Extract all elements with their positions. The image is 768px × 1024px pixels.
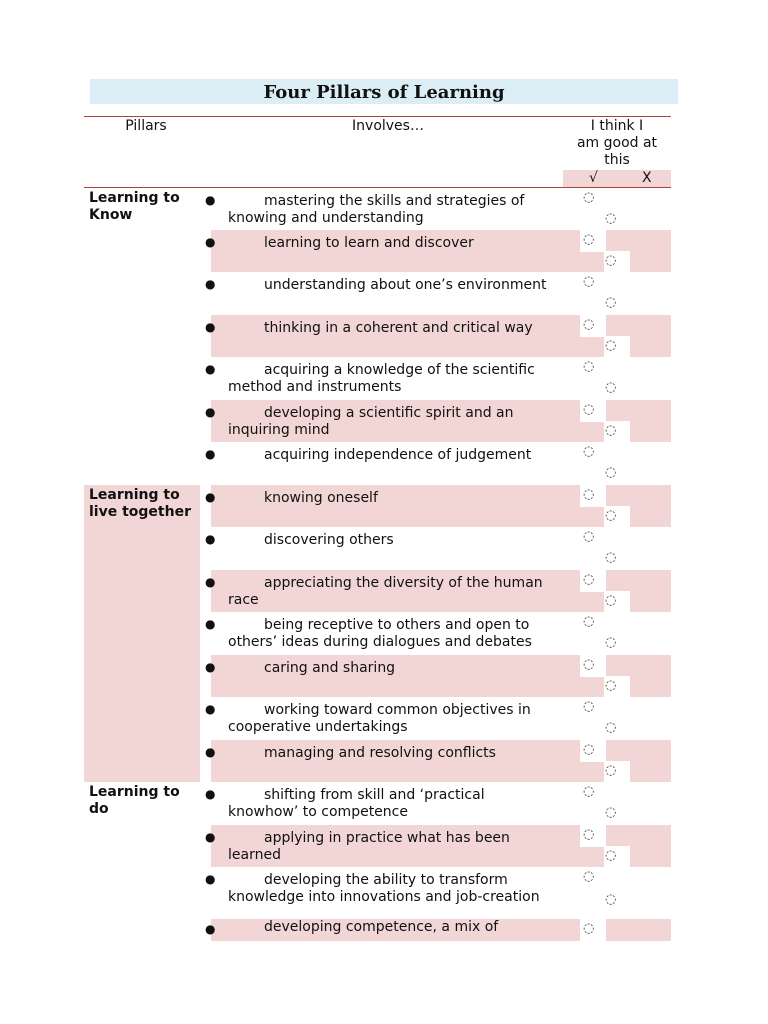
item-text: managing and resolving conflicts <box>264 745 496 761</box>
list-item <box>0 272 768 314</box>
cross-icon: X <box>642 170 652 186</box>
header-good-at-line: I think I <box>590 118 644 134</box>
cross-radio[interactable]: ◌ <box>605 211 617 226</box>
item-text: being receptive to others and open to others’ ideas during dialogues and debates <box>228 617 532 650</box>
header-good-at-line: this <box>604 152 630 168</box>
list-item <box>0 740 768 782</box>
tick-radio[interactable]: ◌ <box>583 190 595 205</box>
cross-radio[interactable]: ◌ <box>605 635 617 650</box>
list-item <box>0 400 768 442</box>
tick-radio[interactable]: ◌ <box>583 869 595 884</box>
bullet-icon: ● <box>205 660 216 674</box>
tick-radio[interactable]: ◌ <box>583 784 595 799</box>
cross-radio[interactable]: ◌ <box>605 593 617 608</box>
cross-radio[interactable]: ◌ <box>605 720 617 735</box>
item-text: thinking in a coherent and critical way <box>264 320 533 336</box>
list-item <box>0 782 768 824</box>
tick-radio[interactable]: ◌ <box>583 359 595 374</box>
tick-radio[interactable]: ◌ <box>583 921 595 936</box>
bullet-icon: ● <box>205 575 216 589</box>
tick-radio[interactable]: ◌ <box>583 232 595 247</box>
bullet-icon: ● <box>205 830 216 844</box>
cross-radio[interactable]: ◌ <box>605 253 617 268</box>
bullet-icon: ● <box>205 787 216 801</box>
item-text: shifting from skill and ‘practical knowhow’ to competence <box>228 787 485 820</box>
tick-radio[interactable]: ◌ <box>583 317 595 332</box>
item-text: knowing oneself <box>264 490 378 506</box>
tick-radio[interactable]: ◌ <box>583 827 595 842</box>
tick-radio[interactable]: ◌ <box>583 529 595 544</box>
item-text: learning to learn and discover <box>264 235 474 251</box>
item-text: mastering the skills and strategies of knowing and understanding <box>228 193 525 226</box>
bullet-icon: ● <box>205 532 216 546</box>
cross-radio[interactable]: ◌ <box>605 423 617 438</box>
group-label-line: live together <box>89 504 191 520</box>
bullet-icon: ● <box>205 872 216 886</box>
bullet-icon: ● <box>205 320 216 334</box>
group-label-line: Know <box>89 207 133 223</box>
item-text: appreciating the diversity of the human race <box>228 575 543 608</box>
bullet-icon: ● <box>205 447 216 461</box>
cross-radio[interactable]: ◌ <box>605 338 617 353</box>
item-text: developing a scientific spirit and an inquiring mind <box>228 405 514 438</box>
list-item <box>0 315 768 357</box>
cross-radio[interactable]: ◌ <box>605 763 617 778</box>
item-text: discovering others <box>264 532 394 548</box>
list-item <box>0 442 768 484</box>
header-good-at-line: am good at <box>576 135 658 151</box>
list-item <box>0 919 768 941</box>
item-text: understanding about one’s environment <box>264 277 547 293</box>
cross-radio[interactable]: ◌ <box>605 550 617 565</box>
bullet-icon: ● <box>205 405 216 419</box>
header-good-at <box>563 118 671 169</box>
bullet-icon: ● <box>205 702 216 716</box>
item-text: acquiring independence of judgement <box>264 447 532 463</box>
list-item <box>0 230 768 272</box>
group-label-line: Learning to <box>89 190 180 206</box>
bullet-icon: ● <box>205 362 216 376</box>
item-text: working toward common objectives in cooperative undertakings <box>228 702 531 735</box>
bullet-icon: ● <box>205 490 216 504</box>
list-item <box>0 570 768 612</box>
list-item <box>0 612 768 654</box>
list-item <box>0 357 768 399</box>
item-text: developing the ability to transform knowledge into innovations and job-creation <box>228 872 540 905</box>
bullet-icon: ● <box>205 235 216 249</box>
list-item <box>0 527 768 569</box>
item-text: applying in practice what has been learned <box>228 830 510 863</box>
tick-radio[interactable]: ◌ <box>583 572 595 587</box>
bullet-icon: ● <box>205 922 216 936</box>
group-label-line: Learning to <box>89 487 180 503</box>
bullet-icon: ● <box>205 193 216 207</box>
header-involves: Involves… <box>352 118 424 134</box>
list-item <box>0 655 768 697</box>
list-item <box>0 188 768 230</box>
list-item <box>0 825 768 867</box>
tick-cross-header <box>563 170 671 187</box>
cross-radio[interactable]: ◌ <box>605 465 617 480</box>
page-title: Four Pillars of Learning <box>263 82 505 103</box>
cross-radio[interactable]: ◌ <box>605 295 617 310</box>
tick-radio[interactable]: ◌ <box>583 742 595 757</box>
cross-radio[interactable]: ◌ <box>605 678 617 693</box>
item-text: caring and sharing <box>264 660 396 676</box>
cross-radio[interactable]: ◌ <box>605 508 617 523</box>
tick-radio[interactable]: ◌ <box>583 699 595 714</box>
list-item <box>0 485 768 527</box>
cross-radio[interactable]: ◌ <box>605 892 617 907</box>
bullet-icon: ● <box>205 617 216 631</box>
header-pillars: Pillars <box>125 118 167 134</box>
list-item <box>0 697 768 739</box>
bullet-icon: ● <box>205 745 216 759</box>
item-text: acquiring a knowledge of the scientific method and instruments <box>228 362 535 395</box>
item-text: developing competence, a mix of <box>264 919 499 935</box>
tick-radio[interactable]: ◌ <box>583 274 595 289</box>
bullet-icon: ● <box>205 277 216 291</box>
header-top-rule <box>84 116 671 117</box>
tick-icon: √ <box>589 170 598 186</box>
tick-radio[interactable]: ◌ <box>583 614 595 629</box>
cross-radio[interactable]: ◌ <box>605 848 617 863</box>
tick-radio[interactable]: ◌ <box>583 402 595 417</box>
tick-radio[interactable]: ◌ <box>583 657 595 672</box>
title-bar <box>90 79 678 104</box>
tick-radio[interactable]: ◌ <box>583 444 595 459</box>
cross-radio[interactable]: ◌ <box>605 380 617 395</box>
cross-radio[interactable]: ◌ <box>605 805 617 820</box>
group-label-line: do <box>89 801 109 817</box>
tick-radio[interactable]: ◌ <box>583 487 595 502</box>
group-label-line: Learning to <box>89 784 180 800</box>
list-item <box>0 867 768 909</box>
